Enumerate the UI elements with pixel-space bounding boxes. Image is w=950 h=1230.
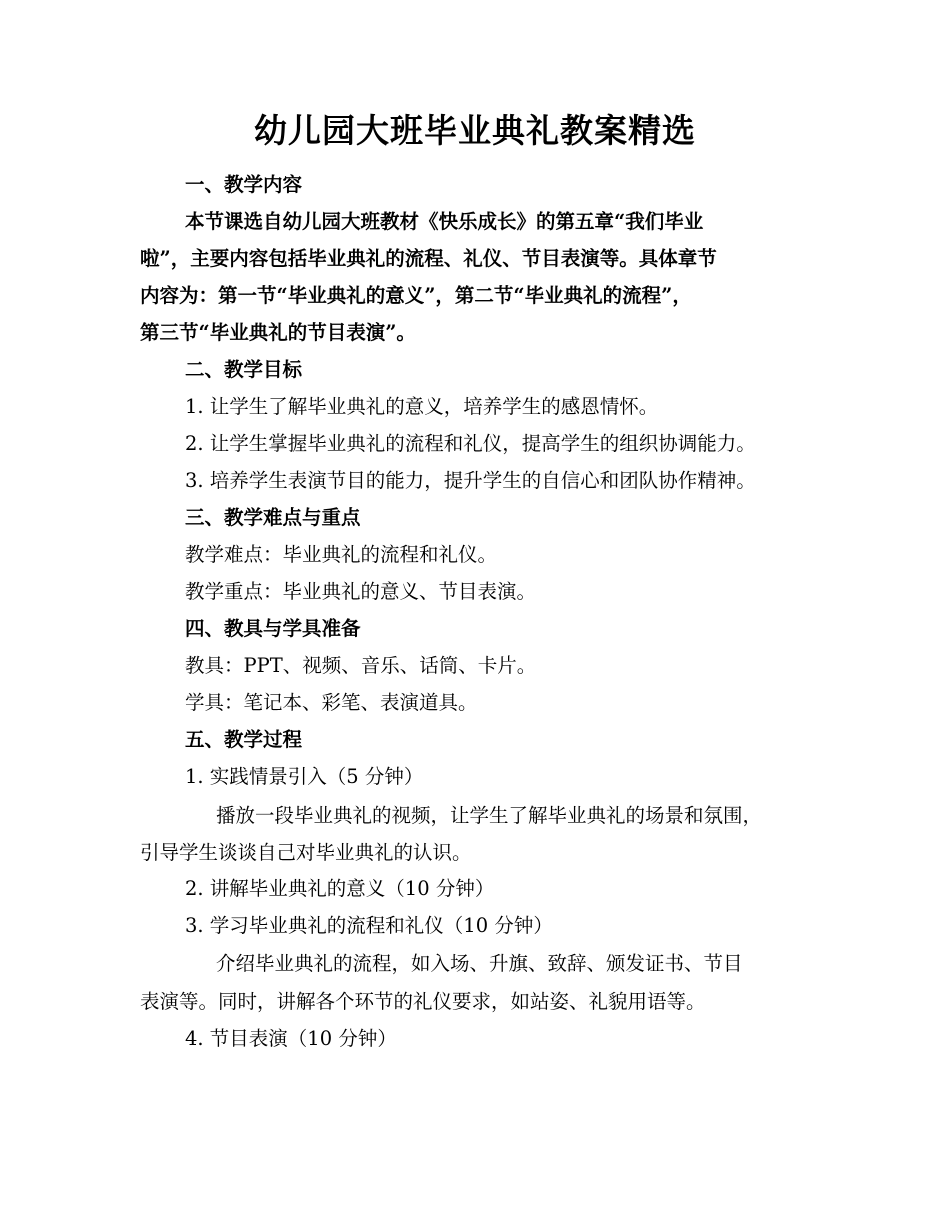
paragraph-line: 学具：笔记本、彩笔、表演道具。 (185, 691, 478, 714)
paragraph-line: 第三节“毕业典礼的节目表演”。 (140, 321, 416, 344)
list-item: 4. 节目表演（10 分钟） (185, 1027, 397, 1050)
heading-teaching-process: 五、教学过程 (185, 728, 303, 751)
paragraph-line: 内容为：第一节“毕业典礼的意义”，第二节“毕业典礼的流程”， (140, 284, 692, 307)
paragraph-line: 本节课选自幼儿园大班教材《快乐成长》的第五章“我们毕业 (185, 210, 704, 233)
paragraph-line: 教学难点：毕业典礼的流程和礼仪。 (185, 543, 498, 566)
paragraph-line: 引导学生谈谈自己对毕业典礼的认识。 (140, 841, 472, 864)
paragraph-line: 啦”，主要内容包括毕业典礼的流程、礼仪、节目表演等。具体章节 (140, 247, 717, 270)
list-item: 2. 讲解毕业典礼的意义（10 分钟） (185, 877, 495, 900)
paragraph-line: 教具：PPT、视频、音乐、话筒、卡片。 (185, 654, 537, 677)
heading-teaching-content: 一、教学内容 (185, 173, 303, 196)
list-item: 3. 培养学生表演节目的能力，提升学生的自信心和团队协作精神。 (185, 469, 756, 492)
paragraph-line: 表演等。同时，讲解各个环节的礼仪要求，如站姿、礼貌用语等。 (140, 990, 706, 1013)
paragraph-line: 介绍毕业典礼的流程，如入场、升旗、致辞、颁发证书、节目 (216, 952, 743, 975)
paragraph-line: 教学重点：毕业典礼的意义、节目表演。 (185, 580, 537, 603)
document-title: 幼儿园大班毕业典礼教案精选 (254, 111, 696, 150)
list-item: 2. 让学生掌握毕业典礼的流程和礼仪，提高学生的组织协调能力。 (185, 432, 756, 455)
paragraph-line: 播放一段毕业典礼的视频，让学生了解毕业典礼的场景和氛围， (216, 804, 763, 827)
list-item: 1. 让学生了解毕业典礼的意义，培养学生的感恩情怀。 (185, 395, 659, 418)
heading-difficulties-focus: 三、教学难点与重点 (185, 506, 361, 529)
heading-teaching-goals: 二、教学目标 (185, 358, 303, 381)
list-item: 1. 实践情景引入（5 分钟） (185, 765, 424, 788)
list-item: 3. 学习毕业典礼的流程和礼仪（10 分钟） (185, 914, 553, 937)
heading-materials: 四、教具与学具准备 (185, 617, 361, 640)
